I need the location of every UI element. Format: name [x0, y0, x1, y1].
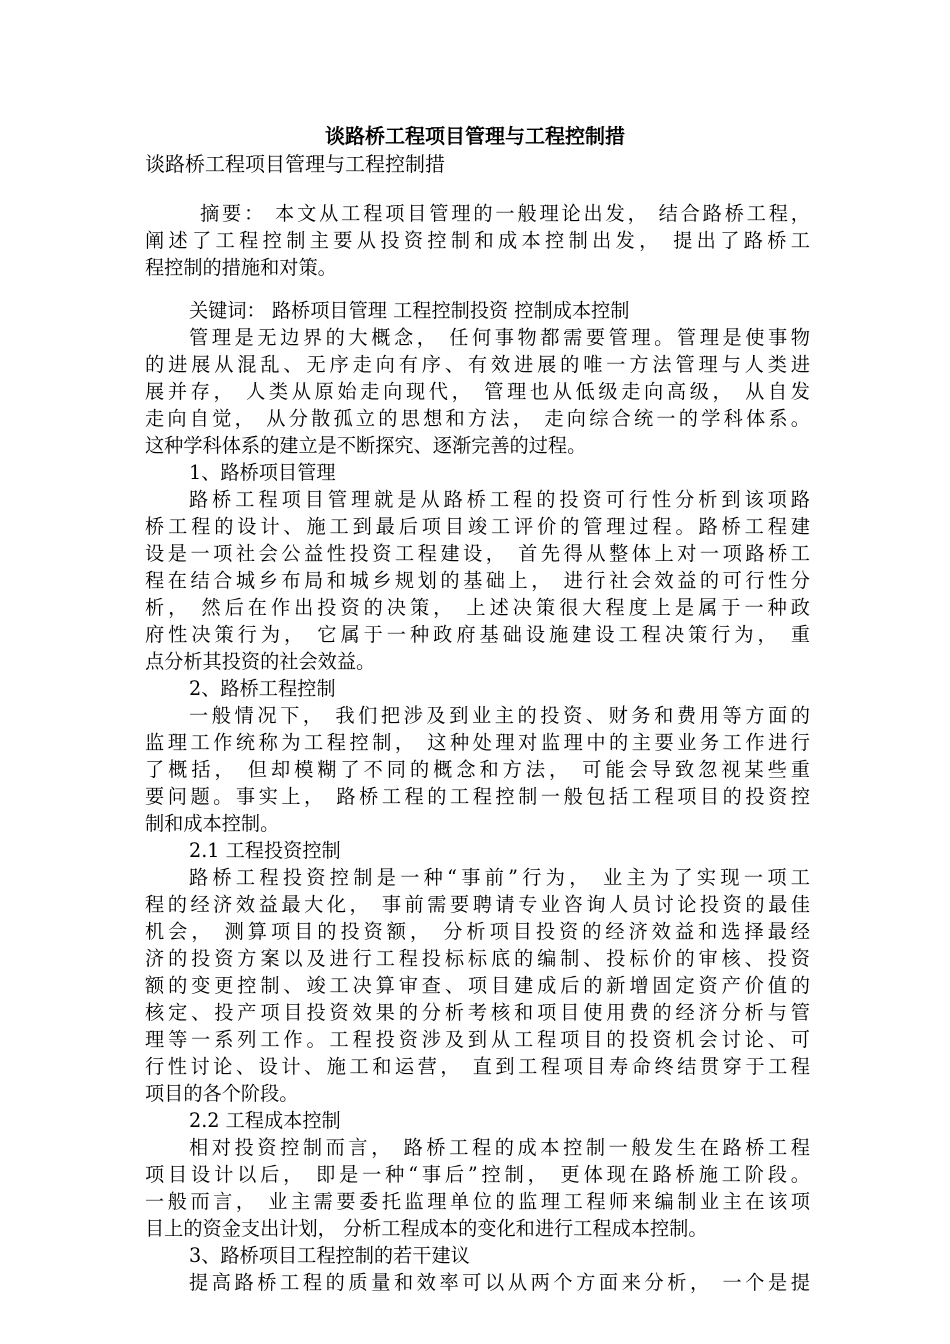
- body-line: 了概括， 但却模糊了不同的概念和方法， 可能会导致忽视某些重: [145, 758, 810, 781]
- body-line: 项目的各个阶段。: [145, 1082, 299, 1105]
- body-line: 的进展从混乱、无序走向有序、有效进展的唯一方法管理与人类进: [145, 353, 810, 376]
- section-heading: 2.1 工程投资控制: [189, 839, 341, 862]
- body-line: 管理是无边界的大概念， 任何事物都需要管理。管理是使事物: [189, 326, 810, 349]
- body-line: 制和成本控制。: [145, 812, 280, 835]
- body-line: 要问题。事实上， 路桥工程的工程控制一般包括工程项目的投资控: [145, 785, 810, 808]
- body-line: 机会， 测算项目的投资额， 分析项目投资的经济效益和选择最经: [145, 920, 810, 943]
- body-line: 相对投资控制而言， 路桥工程的成本控制一般发生在路桥工程: [189, 1136, 810, 1159]
- body-line: 府性决策行为， 它属于一种政府基础设施建设工程决策行为， 重: [145, 623, 810, 646]
- section-heading: 3、路桥项目工程控制的若干建议: [189, 1244, 470, 1267]
- body-line: 展并存， 人类从原始走向现代， 管理也从低级走向高级， 从自发: [145, 380, 810, 403]
- body-line: 析， 然后在作出投资的决策， 上述决策很大程度上是属于一种政: [145, 596, 810, 619]
- body-line: 一般情况下， 我们把涉及到业主的投资、财务和费用等方面的: [189, 704, 810, 727]
- abstract-line: 阐述了工程控制主要从投资控制和成本控制出发， 提出了路桥工: [145, 229, 810, 252]
- body-line: 设是一项社会公益性投资工程建设， 首先得从整体上对一项路桥工: [145, 542, 810, 565]
- body-line: 路桥工程投资控制是一种“事前”行为， 业主为了实现一项工: [189, 866, 810, 889]
- section-heading: 1、路桥项目管理: [189, 461, 336, 484]
- abstract-line: 程控制的措施和对策。: [145, 256, 337, 279]
- body-line: 点分析其投资的社会效益。: [145, 650, 376, 673]
- body-line: 额的变更控制、竣工决算审查、项目建成后的新增固定资产价值的: [145, 974, 810, 997]
- body-line: 监理工作统称为工程控制， 这种处理对监理中的主要业务工作进行: [145, 731, 810, 754]
- body-line: 这种学科体系的建立是不断探究、逐渐完善的过程。: [145, 434, 587, 457]
- body-line: 行性讨论、设计、施工和运营， 直到工程项目寿命终结贯穿于工程: [145, 1055, 810, 1078]
- body-line: 走向自觉， 从分散孤立的思想和方法， 走向综合统一的学科体系。: [145, 407, 810, 430]
- section-heading: 2.2 工程成本控制: [189, 1109, 341, 1132]
- body-line: 理等一系列工作。工程投资涉及到从工程项目的投资机会讨论、可: [145, 1028, 810, 1051]
- document-subtitle: 谈路桥工程项目管理与工程控制措: [145, 152, 445, 176]
- body-line: 核定、投产项目投资效果的分析考核和项目使用费的经济分析与管: [145, 1001, 810, 1024]
- keywords-line: 关键词： 路桥项目管理 工程控制投资 控制成本控制: [189, 299, 630, 322]
- body-line: 济的投资方案以及进行工程投标标底的编制、投标价的审核、投资: [145, 947, 810, 970]
- body-line: 提高路桥工程的质量和效率可以从两个方面来分析， 一个是提: [189, 1271, 810, 1294]
- document-title: 谈路桥工程项目管理与工程控制措: [325, 124, 625, 148]
- abstract-line: 摘要： 本文从工程项目管理的一般理论出发， 结合路桥工程，: [200, 202, 810, 225]
- body-line: 项目设计以后， 即是一种“事后”控制， 更体现在路桥施工阶段。: [145, 1163, 810, 1186]
- body-line: 目上的资金支出计划， 分析工程成本的变化和进行工程成本控制。: [145, 1217, 708, 1240]
- body-line: 一般而言， 业主需要委托监理单位的监理工程师来编制业主在该项: [145, 1190, 810, 1213]
- section-heading: 2、路桥工程控制: [189, 677, 336, 700]
- body-line: 路桥工程项目管理就是从路桥工程的投资可行性分析到该项路: [189, 488, 810, 511]
- body-line: 程的经济效益最大化， 事前需要聘请专业咨询人员讨论投资的最佳: [145, 893, 810, 916]
- body-line: 桥工程的设计、施工到最后项目竣工评价的管理过程。路桥工程建: [145, 515, 810, 538]
- body-line: 程在结合城乡布局和城乡规划的基础上， 进行社会效益的可行性分: [145, 569, 810, 592]
